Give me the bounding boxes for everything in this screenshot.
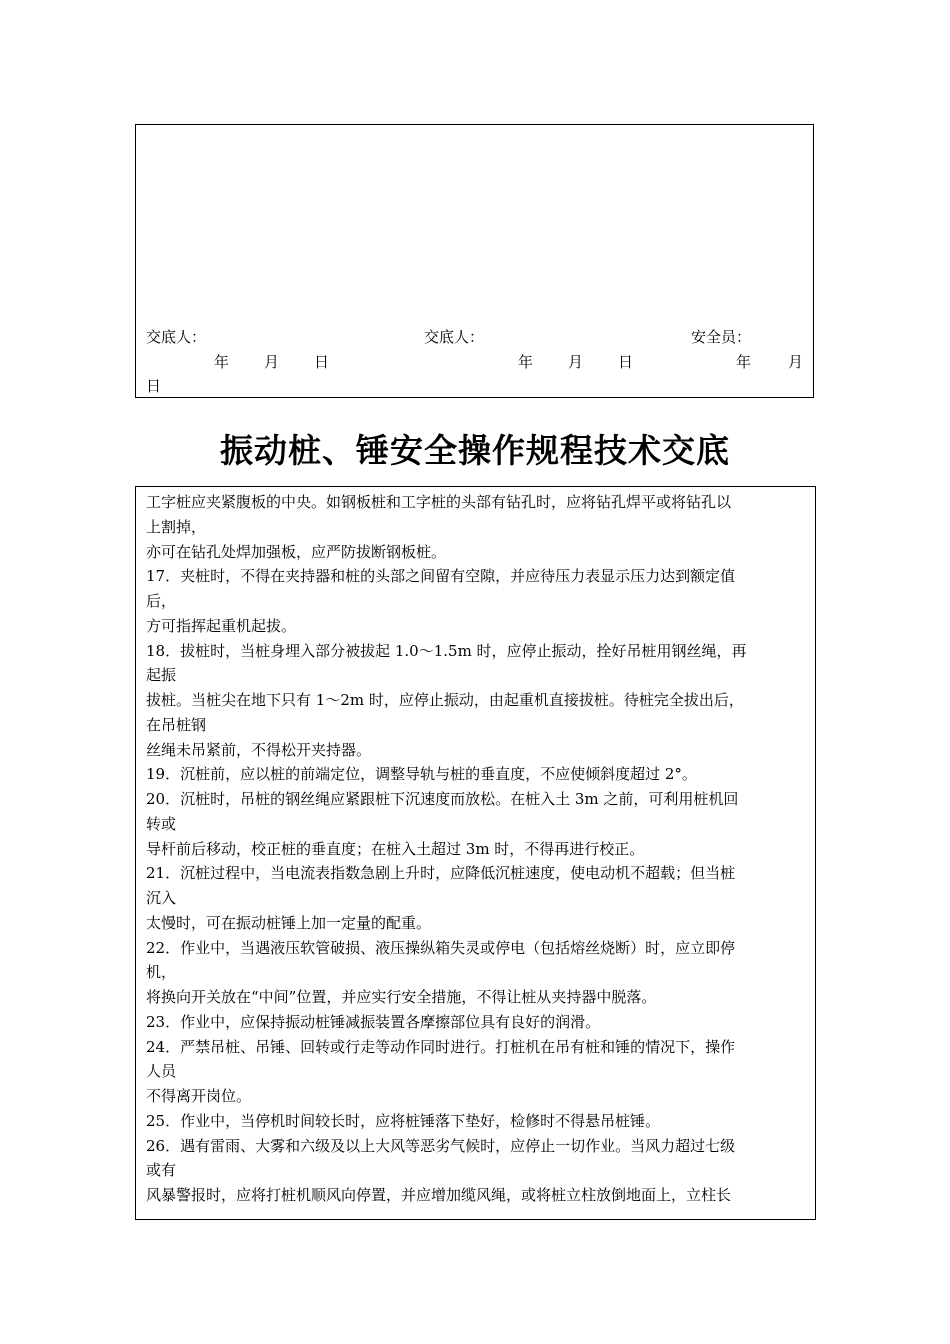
body-line: 18．拔桩时，当桩身埋入部分被拔起 1.0～1.5m 时，应停止振动，拴好吊桩用钢丝绳，再: [146, 641, 747, 660]
body-line: 22．作业中，当遇液压软管破损、液压操纵箱失灵或停电（包括熔丝烧断）时，应立即停: [146, 938, 736, 957]
body-line: 机，: [146, 963, 177, 982]
body-line: 导杆前后移动，校正桩的垂直度；在桩入土超过 3m 时，不得再进行校正。: [146, 839, 645, 858]
document-title: 振动桩、锤安全操作规程技术交底: [220, 431, 730, 470]
date-day-2: 日: [618, 353, 634, 371]
body-line: 将换向开关放在“中间”位置，并应实行安全措施，不得让桩从夹持器中脱落。: [146, 988, 657, 1006]
date-month-2: 月: [568, 353, 584, 371]
content-box: [135, 486, 816, 1220]
disclosure-recipient-label: 交底人：: [424, 328, 485, 346]
date-day-3: 日: [146, 377, 162, 395]
body-line: 上割掉，: [146, 517, 207, 536]
body-line: 20．沉桩时，吊桩的钢丝绳应紧跟桩下沉速度而放松。在桩入土 3m 之前，可利用桩机回: [146, 790, 739, 808]
body-line: 拔桩。当桩尖在地下只有 1～2m 时，应停止振动，由起重机直接拔桩。待桩完全拔出后，: [146, 691, 744, 709]
body-line: 在吊桩钢: [146, 715, 207, 734]
date-day-1: 日: [314, 353, 330, 371]
date-year-3: 年: [736, 353, 752, 371]
disclosure-person-label: 交底人：: [146, 328, 207, 346]
body-line: 丝绳未吊紧前，不得松开夹持器。: [146, 740, 372, 759]
body-line: 24．严禁吊桩、吊锤、回转或行走等动作同时进行。打桩机在吊有桩和锤的情况下，操作: [146, 1037, 736, 1056]
body-line: 人员: [146, 1062, 177, 1081]
date-month-3: 月: [788, 353, 804, 371]
body-line: 后，: [146, 592, 177, 610]
body-line: 工字桩应夹紧腹板的中央。如钢板桩和工字桩的头部有钻孔时，应将钻孔焊平或将钻孔以: [146, 493, 732, 511]
date-month-1: 月: [264, 353, 280, 371]
safety-officer-label: 安全员：: [691, 328, 752, 346]
body-line: 风暴警报时，应将打桩机顺风向停置，并应增加缆风绳，或将桩立柱放倒地面上，立柱长: [146, 1186, 732, 1204]
body-line: 亦可在钻孔处焊加强板，应严防拔断钢板桩。: [146, 542, 447, 561]
body-line: 不得离开岗位。: [146, 1087, 252, 1105]
signature-box: [135, 124, 814, 398]
body-line: 起振: [146, 666, 177, 685]
body-line: 25．作业中，当停机时间较长时，应将桩锤落下垫好，检修时不得悬吊桩锤。: [146, 1111, 661, 1130]
date-year-1: 年: [214, 353, 230, 371]
body-line: 19．沉桩前，应以桩的前端定位，调整导轨与桩的垂直度，不应使倾斜度超过 2°。: [146, 765, 697, 784]
body-line: 17．夹桩时，不得在夹持器和桩的头部之间留有空隙，并应待压力表显示压力达到额定值: [146, 567, 736, 586]
body-line: 沉入: [146, 889, 177, 907]
body-line: 23．作业中，应保持振动桩锤减振装置各摩擦部位具有良好的润滑。: [146, 1012, 601, 1031]
body-line: 太慢时，可在振动桩锤上加一定量的配重。: [146, 913, 432, 932]
body-line: 转或: [146, 814, 177, 833]
content-text: [146, 490, 806, 1208]
date-year-2: 年: [518, 353, 534, 371]
body-line: 21．沉桩过程中，当电流表指数急剧上升时，应降低沉桩速度，使电动机不超载；但当桩: [146, 864, 736, 883]
body-line: 方可指挥起重机起拔。: [146, 616, 297, 635]
body-line: 26．遇有雷雨、大雾和六级及以上大风等恶劣气候时，应停止一切作业。当风力超过七级: [146, 1136, 736, 1155]
body-line: 或有: [146, 1161, 177, 1180]
